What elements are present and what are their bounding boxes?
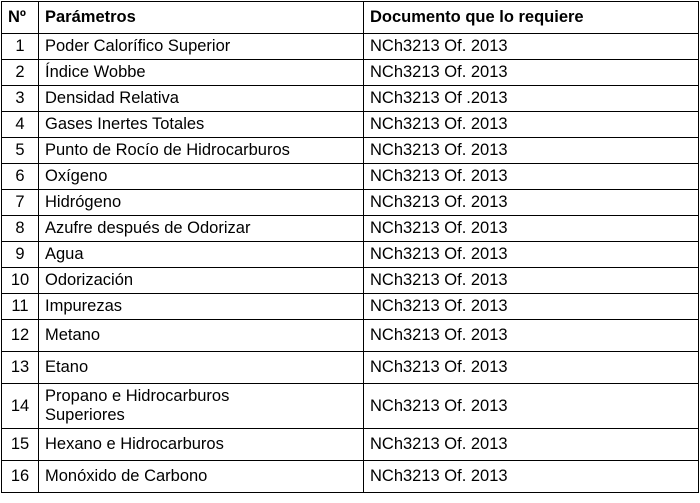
table-row (2, 112, 699, 138)
row-number: 14 (2, 384, 39, 429)
row-parameter: Monóxido de Carbono (39, 461, 364, 493)
header-document: Documento que lo requiere (364, 2, 699, 34)
row-number: 4 (2, 112, 39, 138)
table-row (2, 190, 699, 216)
table-row (2, 164, 699, 190)
row-document: NCh3213 Of. 2013 (364, 216, 699, 242)
row-number: 11 (2, 294, 39, 320)
table-header-row (2, 2, 699, 34)
row-number: 6 (2, 164, 39, 190)
row-number: 8 (2, 216, 39, 242)
row-parameter: Densidad Relativa (39, 86, 364, 112)
row-number: 9 (2, 242, 39, 268)
row-document: NCh3213 Of. 2013 (364, 352, 699, 384)
row-document: NCh3213 Of .2013 (364, 86, 699, 112)
row-parameter: Índice Wobbe (39, 60, 364, 86)
row-number: 10 (2, 268, 39, 294)
row-number: 1 (2, 34, 39, 60)
row-document: NCh3213 Of. 2013 (364, 268, 699, 294)
header-number: Nº (2, 2, 39, 34)
table-row (2, 138, 699, 164)
row-document: NCh3213 Of. 2013 (364, 242, 699, 268)
row-number: 13 (2, 352, 39, 384)
row-number: 7 (2, 190, 39, 216)
row-parameter: Gases Inertes Totales (39, 112, 364, 138)
row-parameter: Hidrógeno (39, 190, 364, 216)
row-parameter: Impurezas (39, 294, 364, 320)
row-document: NCh3213 Of. 2013 (364, 60, 699, 86)
row-parameter: Propano e Hidrocarburos Superiores (39, 384, 364, 429)
table-row (2, 60, 699, 86)
table-row (2, 34, 699, 60)
row-document: NCh3213 Of. 2013 (364, 461, 699, 493)
table-row (2, 216, 699, 242)
row-document: NCh3213 Of. 2013 (364, 112, 699, 138)
table-row (2, 242, 699, 268)
table-row (2, 461, 699, 493)
row-parameter: Agua (39, 242, 364, 268)
row-number: 2 (2, 60, 39, 86)
row-parameter: Punto de Rocío de Hidrocarburos (39, 138, 364, 164)
row-parameter: Odorización (39, 268, 364, 294)
row-parameter: Poder Calorífico Superior (39, 34, 364, 60)
row-number: 15 (2, 429, 39, 461)
row-document: NCh3213 Of. 2013 (364, 34, 699, 60)
table-row (2, 429, 699, 461)
row-number: 16 (2, 461, 39, 493)
row-number: 12 (2, 320, 39, 352)
row-document: NCh3213 Of. 2013 (364, 138, 699, 164)
table-row (2, 320, 699, 352)
row-parameter: Metano (39, 320, 364, 352)
row-document: NCh3213 Of. 2013 (364, 294, 699, 320)
header-parameter: Parámetros (39, 2, 364, 34)
row-parameter: Azufre después de Odorizar (39, 216, 364, 242)
row-number: 5 (2, 138, 39, 164)
row-document: NCh3213 Of. 2013 (364, 190, 699, 216)
table-row (2, 352, 699, 384)
row-document: NCh3213 Of. 2013 (364, 164, 699, 190)
row-number: 3 (2, 86, 39, 112)
row-parameter: Etano (39, 352, 364, 384)
row-document: NCh3213 Of. 2013 (364, 320, 699, 352)
row-parameter: Hexano e Hidrocarburos (39, 429, 364, 461)
parameters-table (1, 1, 699, 493)
table-row (2, 384, 699, 429)
table-row (2, 86, 699, 112)
row-document: NCh3213 Of. 2013 (364, 384, 699, 429)
table-row (2, 268, 699, 294)
row-document: NCh3213 Of. 2013 (364, 429, 699, 461)
row-parameter: Oxígeno (39, 164, 364, 190)
table-row (2, 294, 699, 320)
